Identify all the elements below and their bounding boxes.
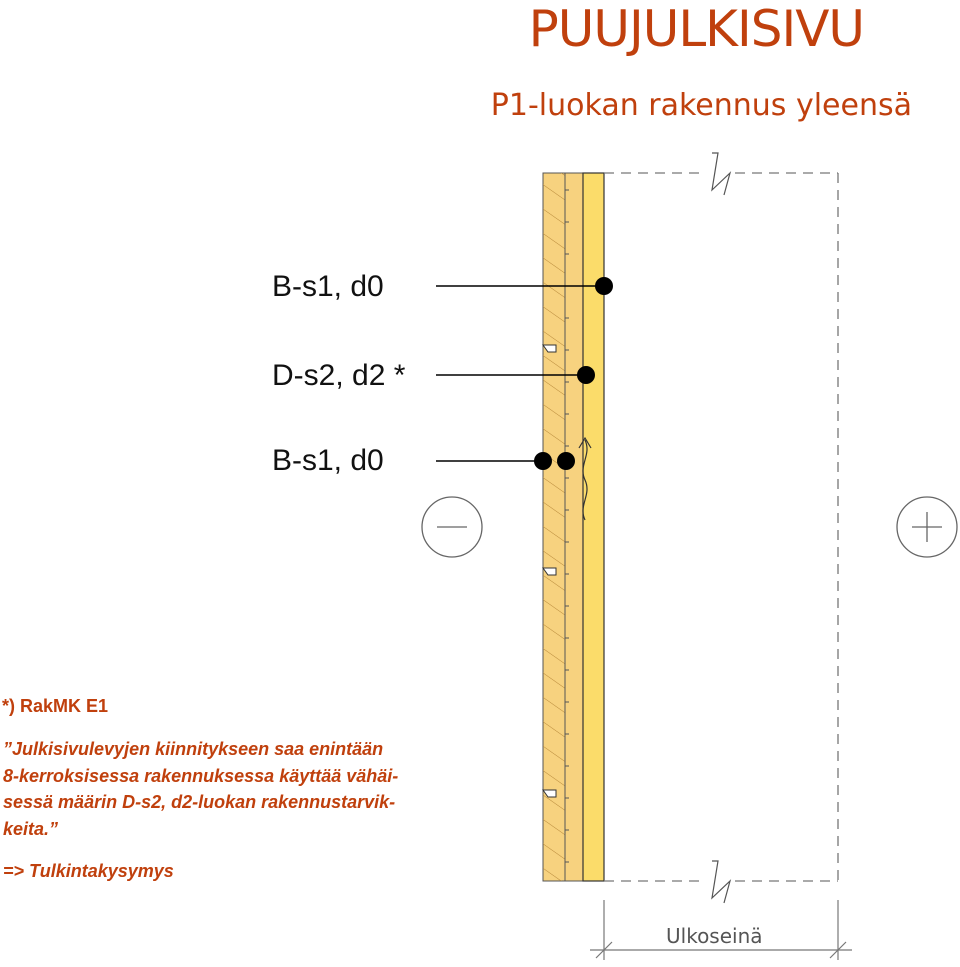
note-followup: => Tulkintakysymys	[3, 861, 174, 881]
cladding-boards	[543, 173, 565, 881]
break-symbol-top	[712, 153, 730, 195]
page-title: PUUJULKISIVU	[528, 0, 864, 58]
label-fastening: D-s2, d2 *	[272, 359, 406, 392]
note-body: ”Julkisivulevyjen kiinnitykseen saa enintään 8-kerroksisessa rakennuksessa käyttää vähäi- sessä määrin D-s2, d2-luokan rakennustarvik- keita.”	[3, 739, 399, 839]
plus-circle-icon	[897, 497, 957, 557]
page-subtitle: P1-luokan rakennus yleensä	[490, 88, 912, 123]
break-symbol-bottom	[712, 861, 730, 903]
note-heading: *) RakMK E1	[2, 696, 109, 716]
wall-caption: Ulkoseinä	[666, 924, 763, 948]
batten-layer	[565, 173, 583, 881]
label-exterior-cladding: B-s1, d0	[272, 270, 384, 303]
minus-circle-icon	[422, 497, 482, 557]
wall-outline	[604, 173, 838, 881]
label-inner-board: B-s1, d0	[272, 444, 384, 477]
